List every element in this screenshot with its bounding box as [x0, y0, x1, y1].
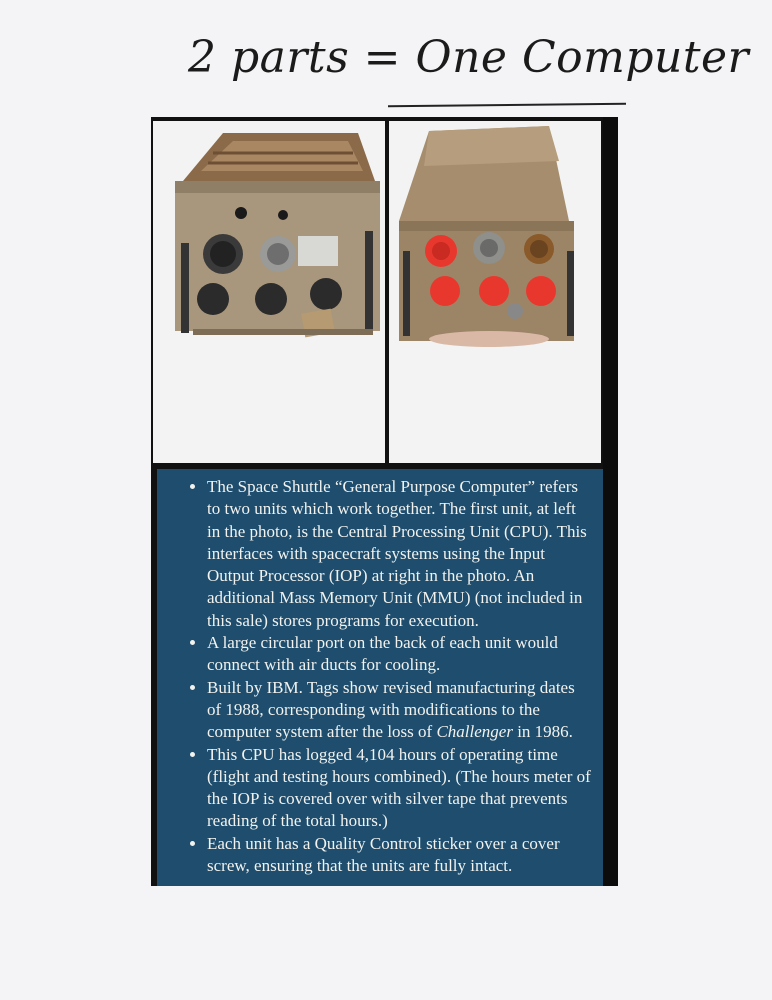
bullet-item-cooling-port: • A large circular port on the back of each unit would connect with air ducts for cooling. — [207, 632, 593, 677]
cpu-unit-photo-icon — [153, 121, 385, 463]
bullet-item-gpc: • The Space Shuttle “General Purpose Computer” refers to two units which work together. The first unit, at left in the photo, is the Central Processing Unit (CPU). This interfaces with spacecraft systems using the Input Output Processor (IOP) at right in the photo. An additional Mass Memory Unit (MMU) (not included in this sale) stores programs for execution. — [207, 476, 593, 632]
description-box — [157, 469, 603, 886]
handwritten-note-text: 2 parts = One Computer — [188, 32, 750, 83]
panel-right-edge — [603, 117, 618, 886]
iop-unit-photo — [389, 121, 601, 463]
bullet-item-ibm — [207, 677, 593, 744]
challenger-name: Challenger — [436, 722, 513, 742]
handwritten-underline — [388, 103, 626, 107]
handwritten-note — [188, 18, 750, 118]
bullet-ibm-text: Built by IBM. Tags show revised manufacturing dates of 1988, corresponding with modifications to the computer system after the loss of — [207, 677, 575, 742]
bullet-item-hours: • This CPU has logged 4,104 hours of operating time (flight and testing hours combined). (The hours meter of the IOP is covered over with silver tape that prevents reading of the total hours.) — [207, 744, 593, 833]
bullet-ibm-text-end: in 1986. — [512, 722, 573, 742]
cpu-unit-photo — [153, 121, 385, 463]
bullet-list — [183, 476, 593, 877]
photo-row — [151, 121, 603, 463]
iop-unit-photo-icon — [389, 121, 601, 463]
bullet-item-qc-sticker: • Each unit has a Quality Control sticker over a cover screw, ensuring that the units are fully intact. — [207, 833, 593, 878]
info-panel — [151, 117, 618, 886]
